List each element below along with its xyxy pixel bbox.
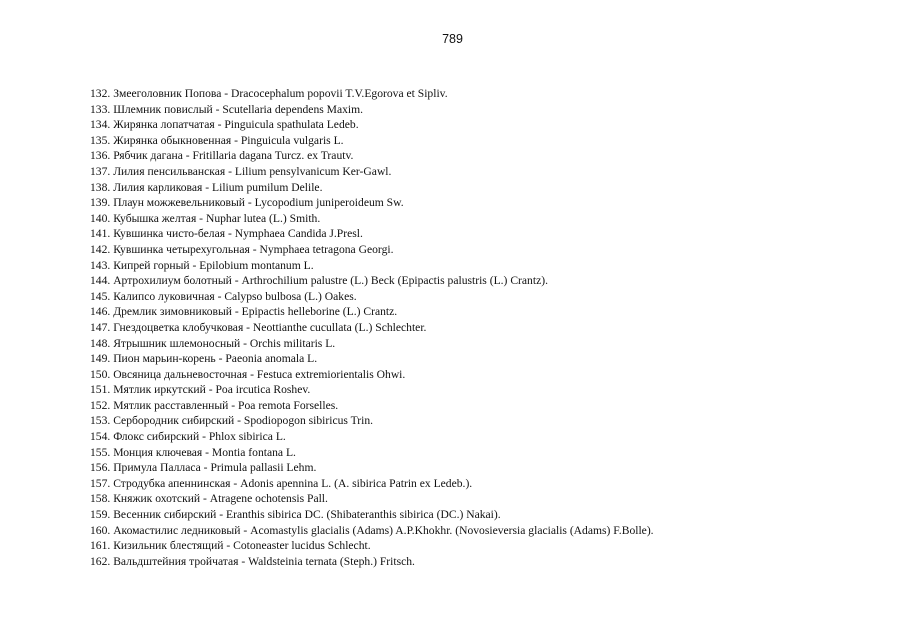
species-entry: 150. Овсяница дальневосточная - Festuca extremiorientalis Ohwi. xyxy=(90,367,406,381)
species-entry: 139. Плаун можжевельниковый - Lycopodium juniperoideum Sw. xyxy=(90,196,404,210)
species-entry: 156. Примула Палласа - Primula pallasii Lehm. xyxy=(90,461,317,475)
species-entry: 151. Мятлик иркутский - Poa ircutica Roshev. xyxy=(90,383,311,397)
species-entry: 153. Сербородник сибирский - Spodiopogon sibiricus Trin. xyxy=(90,414,374,428)
species-entry: 141. Кувшинка чисто-белая - Nymphaea Candida J.Presl. xyxy=(90,227,363,241)
species-entry: 137. Лилия пенсильванская - Lilium pensylvanicum Ker-Gawl. xyxy=(90,164,392,178)
species-entry: 143. Кипрей горный - Epilobium montanum L. xyxy=(90,258,314,272)
species-entry: 140. Кубышка желтая - Nuphar lutea (L.) Smith. xyxy=(90,211,321,225)
species-entry: 161. Кизильник блестящий - Cotoneaster lucidus Schlecht. xyxy=(90,539,371,553)
species-entry: 136. Рябчик дагана - Fritillaria dagana Turcz. ex Trautv. xyxy=(90,149,354,163)
species-entry: 158. Княжик охотский - Atragene ochotensis Pall. xyxy=(90,492,328,506)
species-entry: 142. Кувшинка четырехугольная - Nymphaea tetragona Georgi. xyxy=(90,242,394,256)
species-entry: 155. Монция ключевая - Montia fontana L. xyxy=(90,445,296,459)
species-entry: 149. Пион марьин-корень - Paeonia anomala L. xyxy=(90,352,318,366)
species-entry: 132. Змееголовник Попова - Dracocephalum popovii T.V.Egorova et Sipliv. xyxy=(90,87,448,100)
species-entry: 147. Гнездоцветка клобучковая - Neottianthe cucullata (L.) Schlechter. xyxy=(90,320,427,334)
species-entry: 154. Флокс сибирский - Phlox sibirica L. xyxy=(90,430,286,444)
species-entry: 148. Ятрышник шлемоносный - Orchis militaris L. xyxy=(90,336,336,350)
species-entry: 138. Лилия карликовая - Lilium pumilum Delile. xyxy=(90,180,323,194)
species-entry: 152. Мятлик расставленный - Poa remota Forselles. xyxy=(90,398,339,412)
species-entry: 160. Акомастилис ледниковый - Acomastylis glacialis (Adams) A.P.Khokhr. (Novosieversia glacialis (Adams) F.Bolle). xyxy=(90,523,654,537)
species-entry: 162. Вальдштейния тройчатая - Waldsteinia ternata (Steph.) Fritsch. xyxy=(90,554,415,568)
species-entry: 159. Весенник сибирский - Eranthis sibirica DC. (Shibateranthis sibirica (DC.) Nakai). xyxy=(90,508,501,522)
species-entry: 146. Дремлик зимовниковый - Epipactis helleborine (L.) Crantz. xyxy=(90,305,398,319)
species-entry: 145. Калипсо луковичная - Calypso bulbosa (L.) Oakes. xyxy=(90,289,357,303)
species-entry: 135. Жирянка обыкновенная - Pinguicula vulgaris L. xyxy=(90,133,344,147)
species-entry: 133. Шлемник повислый - Scutellaria dependens Maxim. xyxy=(90,102,364,116)
species-entry: 157. Стродубка апеннинская - Adonis apennina L. (A. sibirica Patrin ex Ledeb.). xyxy=(90,476,473,490)
species-entry: 134. Жирянка лопатчатая - Pinguicula spathulata Ledeb. xyxy=(90,118,359,132)
species-entry: 144. Артрохилиум болотный - Arthrochilium palustre (L.) Beck (Epipactis palustris (L.) Crantz). xyxy=(90,274,548,288)
page-number: 789 xyxy=(442,32,463,46)
species-list xyxy=(90,86,654,569)
